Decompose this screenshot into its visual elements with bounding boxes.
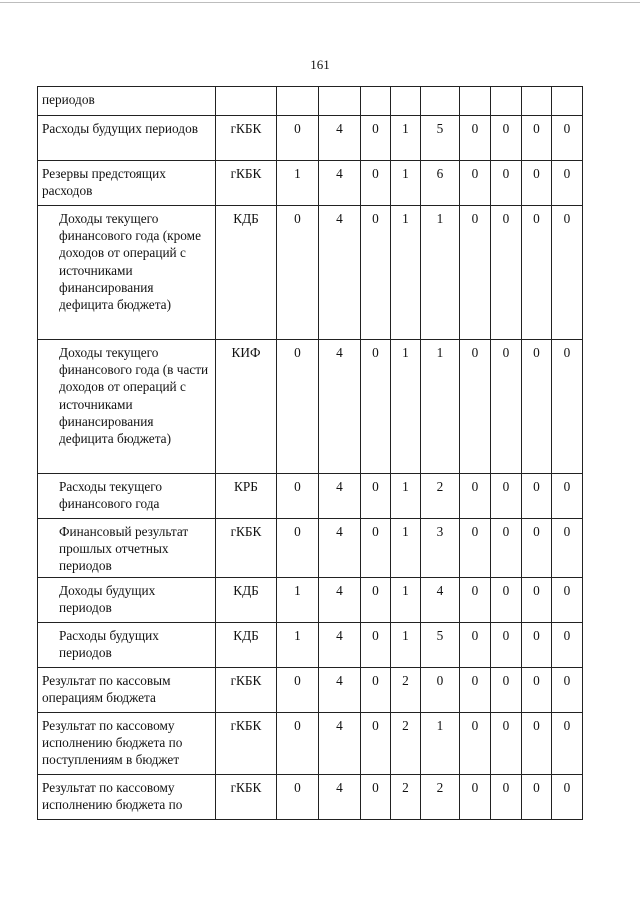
- account-digit-cell: [391, 87, 421, 116]
- table-row: [38, 474, 583, 519]
- account-digit-cell: 1: [421, 340, 460, 474]
- account-digit-cell: 0: [361, 474, 391, 519]
- budget-code-cell: гКБК: [216, 116, 277, 161]
- account-digit-cell: 0: [277, 667, 319, 712]
- account-digit-cell: 0: [277, 116, 319, 161]
- account-digit-cell: 0: [460, 712, 491, 774]
- table-row: [38, 87, 583, 116]
- account-digit-cell: 0: [361, 774, 391, 819]
- account-digit-cell: 0: [522, 116, 552, 161]
- account-digit-cell: 0: [361, 577, 391, 622]
- account-digit-cell: 0: [277, 206, 319, 340]
- account-digit-cell: 0: [491, 519, 522, 578]
- account-digit-cell: 0: [277, 774, 319, 819]
- table-row: [38, 622, 583, 667]
- account-digit-cell: 1: [277, 161, 319, 206]
- table-row: [38, 116, 583, 161]
- account-digit-cell: [522, 87, 552, 116]
- account-digit-cell: 0: [277, 519, 319, 578]
- account-name-cell: Доходы текущего финансового года (в части доходов от операций с источниками финансирования дефицита бюджета): [38, 340, 216, 474]
- account-digit-cell: 0: [460, 116, 491, 161]
- account-digit-cell: 2: [421, 474, 460, 519]
- table-row: [38, 206, 583, 340]
- account-digit-cell: 4: [319, 206, 361, 340]
- account-digit-cell: [460, 87, 491, 116]
- table-row: [38, 712, 583, 774]
- account-digit-cell: 4: [319, 577, 361, 622]
- account-digit-cell: 0: [552, 774, 583, 819]
- account-digit-cell: 0: [460, 519, 491, 578]
- account-digit-cell: 0: [361, 667, 391, 712]
- account-digit-cell: 0: [460, 206, 491, 340]
- budget-code-cell: гКБК: [216, 667, 277, 712]
- account-digit-cell: 1: [391, 577, 421, 622]
- account-name-cell: Результат по кассовому исполнению бюджета по: [38, 774, 216, 819]
- account-name-cell: Результат по кассовым операциям бюджета: [38, 667, 216, 712]
- budget-code-cell: КДБ: [216, 206, 277, 340]
- account-digit-cell: 0: [361, 206, 391, 340]
- account-digit-cell: 1: [277, 622, 319, 667]
- account-digit-cell: 4: [319, 667, 361, 712]
- account-digit-cell: 0: [522, 712, 552, 774]
- budget-code-cell: гКБК: [216, 712, 277, 774]
- account-digit-cell: 0: [361, 712, 391, 774]
- account-digit-cell: 0: [522, 774, 552, 819]
- account-digit-cell: 5: [421, 622, 460, 667]
- account-digit-cell: 0: [460, 340, 491, 474]
- account-name-cell: Расходы будущих периодов: [38, 116, 216, 161]
- budget-code-cell: [216, 87, 277, 116]
- account-digit-cell: 2: [391, 712, 421, 774]
- account-digit-cell: 3: [421, 519, 460, 578]
- account-digit-cell: 2: [391, 667, 421, 712]
- account-name-cell: Финансовый результат прошлых отчетных периодов: [38, 519, 216, 578]
- table-row: [38, 667, 583, 712]
- account-digit-cell: 2: [391, 774, 421, 819]
- account-digit-cell: 1: [391, 474, 421, 519]
- account-digit-cell: 1: [391, 116, 421, 161]
- account-name-cell: Доходы будущих периодов: [38, 577, 216, 622]
- table-row: [38, 774, 583, 819]
- account-digit-cell: 0: [491, 161, 522, 206]
- scan-top-rule: [0, 2, 640, 3]
- account-digit-cell: 0: [460, 774, 491, 819]
- account-digit-cell: 1: [421, 712, 460, 774]
- account-digit-cell: 0: [491, 206, 522, 340]
- account-digit-cell: 4: [319, 712, 361, 774]
- budget-code-cell: КДБ: [216, 577, 277, 622]
- account-digit-cell: [491, 87, 522, 116]
- account-digit-cell: 4: [319, 116, 361, 161]
- budget-code-cell: КДБ: [216, 622, 277, 667]
- account-digit-cell: 1: [391, 161, 421, 206]
- account-digit-cell: 4: [319, 774, 361, 819]
- account-name-cell: Доходы текущего финансового года (кроме доходов от операций с источниками финансирования дефицита бюджета): [38, 206, 216, 340]
- account-digit-cell: 0: [522, 474, 552, 519]
- account-digit-cell: 0: [460, 474, 491, 519]
- account-digit-cell: 4: [319, 622, 361, 667]
- account-digit-cell: 0: [460, 622, 491, 667]
- account-digit-cell: 1: [391, 622, 421, 667]
- account-digit-cell: 0: [460, 577, 491, 622]
- table-row: [38, 577, 583, 622]
- account-digit-cell: 0: [491, 577, 522, 622]
- account-digit-cell: [277, 87, 319, 116]
- account-digit-cell: 0: [277, 474, 319, 519]
- account-digit-cell: 0: [421, 667, 460, 712]
- account-digit-cell: 0: [552, 519, 583, 578]
- account-digit-cell: 0: [552, 116, 583, 161]
- budget-code-cell: КИФ: [216, 340, 277, 474]
- account-digit-cell: 4: [319, 474, 361, 519]
- account-digit-cell: 1: [421, 206, 460, 340]
- account-digit-cell: 0: [552, 161, 583, 206]
- account-digit-cell: 0: [361, 519, 391, 578]
- account-digit-cell: 0: [491, 712, 522, 774]
- account-digit-cell: 0: [522, 622, 552, 667]
- account-name-cell: Расходы будущих периодов: [38, 622, 216, 667]
- account-name-cell: Результат по кассовому исполнению бюджета по поступлениям в бюджет: [38, 712, 216, 774]
- account-digit-cell: 0: [522, 206, 552, 340]
- account-digit-cell: 5: [421, 116, 460, 161]
- account-digit-cell: 0: [552, 577, 583, 622]
- account-digit-cell: 0: [552, 340, 583, 474]
- account-digit-cell: 0: [460, 161, 491, 206]
- account-digit-cell: 0: [361, 116, 391, 161]
- accounts-table: [37, 86, 583, 820]
- account-digit-cell: 0: [552, 474, 583, 519]
- account-digit-cell: 0: [277, 712, 319, 774]
- account-digit-cell: 1: [277, 577, 319, 622]
- account-digit-cell: 1: [391, 340, 421, 474]
- account-digit-cell: 0: [552, 622, 583, 667]
- account-digit-cell: [421, 87, 460, 116]
- account-digit-cell: [319, 87, 361, 116]
- account-digit-cell: 1: [391, 519, 421, 578]
- account-digit-cell: 0: [491, 622, 522, 667]
- account-digit-cell: 2: [421, 774, 460, 819]
- account-digit-cell: 0: [552, 667, 583, 712]
- account-name-cell: Резервы предстоящих расходов: [38, 161, 216, 206]
- account-digit-cell: 4: [319, 161, 361, 206]
- account-digit-cell: 6: [421, 161, 460, 206]
- account-digit-cell: 0: [491, 774, 522, 819]
- account-digit-cell: 4: [319, 340, 361, 474]
- account-digit-cell: 0: [361, 622, 391, 667]
- account-name-cell: периодов: [38, 87, 216, 116]
- account-digit-cell: [361, 87, 391, 116]
- account-digit-cell: 0: [491, 667, 522, 712]
- account-digit-cell: 0: [361, 340, 391, 474]
- account-digit-cell: 0: [522, 577, 552, 622]
- account-digit-cell: [552, 87, 583, 116]
- account-digit-cell: 4: [319, 519, 361, 578]
- account-digit-cell: 0: [460, 667, 491, 712]
- account-digit-cell: 0: [491, 474, 522, 519]
- budget-code-cell: гКБК: [216, 161, 277, 206]
- account-digit-cell: 0: [522, 161, 552, 206]
- account-digit-cell: 1: [391, 206, 421, 340]
- account-digit-cell: 0: [491, 340, 522, 474]
- table-row: [38, 161, 583, 206]
- account-digit-cell: 0: [522, 519, 552, 578]
- table-body: [38, 87, 583, 820]
- account-digit-cell: 0: [552, 712, 583, 774]
- table-row: [38, 340, 583, 474]
- account-digit-cell: 0: [522, 340, 552, 474]
- account-name-cell: Расходы текущего финансового года: [38, 474, 216, 519]
- budget-code-cell: КРБ: [216, 474, 277, 519]
- account-digit-cell: 0: [491, 116, 522, 161]
- account-digit-cell: 4: [421, 577, 460, 622]
- budget-code-cell: гКБК: [216, 774, 277, 819]
- table-row: [38, 519, 583, 578]
- page-number: 161: [310, 57, 330, 72]
- account-digit-cell: 0: [552, 206, 583, 340]
- account-digit-cell: 0: [522, 667, 552, 712]
- budget-code-cell: гКБК: [216, 519, 277, 578]
- account-digit-cell: 0: [277, 340, 319, 474]
- account-digit-cell: 0: [361, 161, 391, 206]
